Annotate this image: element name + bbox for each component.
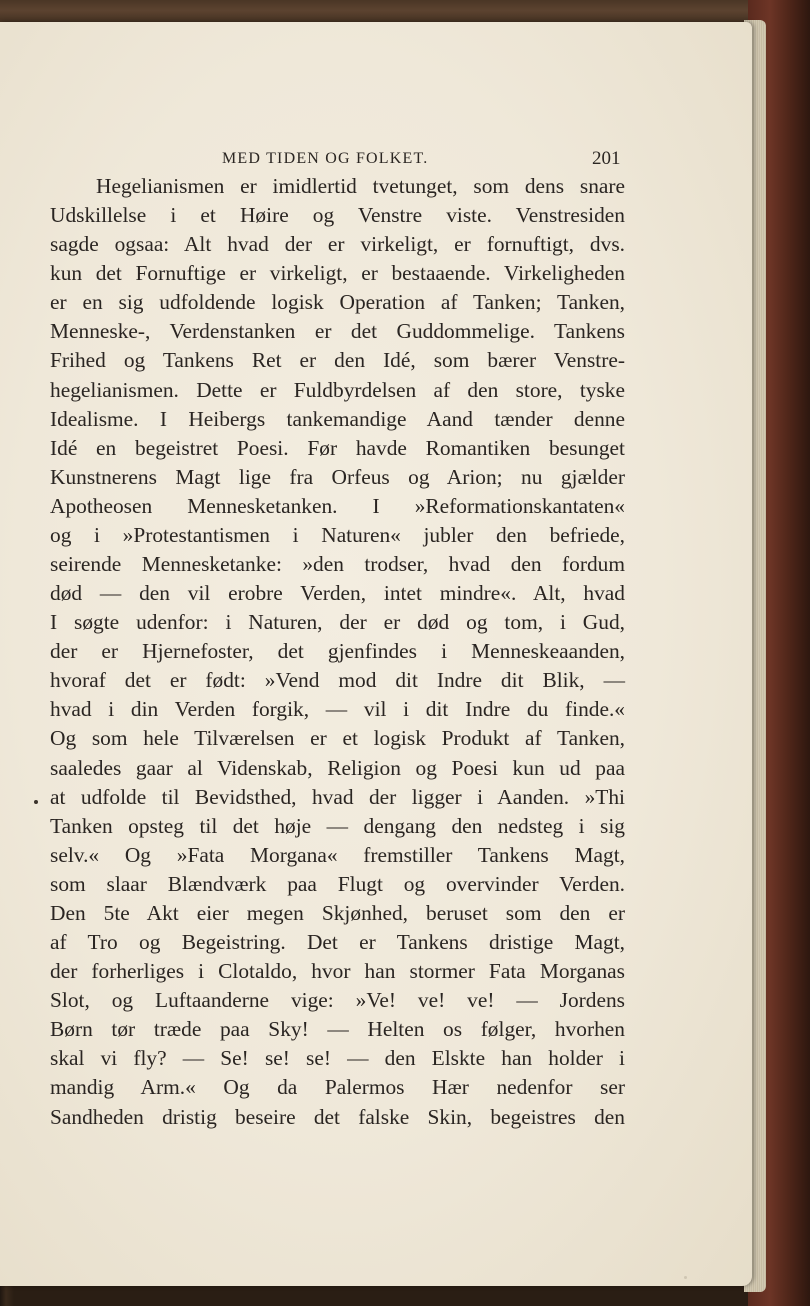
- text-line-content: hegelianismen. Dette er Fuldbyrdelsen af den store, tyske: [50, 377, 625, 402]
- text-line-content: kun det Fornuftige er virkeligt, er bestaaende. Virkeligheden: [50, 261, 625, 286]
- text-line: [50, 1073, 625, 1102]
- text-line-content: seirende Mennesketanke: »den trodser, hvad den fordum: [50, 552, 625, 577]
- text-line-content: at udfolde til Bevidsthed, hvad der ligger i Aanden. »Thi: [50, 784, 625, 809]
- text-line-content: selv.« Og »Fata Morgana« fremstiller Tankens Magt,: [50, 842, 625, 867]
- text-line-content: I søgte udenfor: i Naturen, der er død og tom, i Gud,: [50, 610, 625, 635]
- text-line: [50, 492, 625, 521]
- body-text: [50, 172, 625, 1132]
- text-line-content: Frihed og Tankens Ret er den Idé, som bærer Venstre-: [50, 348, 625, 373]
- text-line: [50, 317, 625, 346]
- text-line: [50, 376, 625, 405]
- text-line-content: der er Hjernefoster, det gjenfindes i Menneskeaanden,: [50, 639, 625, 664]
- text-line-content: hvad i din Verden forgik, — vil i dit Indre du finde.«: [50, 697, 625, 722]
- text-line-content: mandig Arm.« Og da Palermos Hær nedenfor ser: [50, 1075, 625, 1100]
- text-line: [50, 521, 625, 550]
- text-line: [50, 550, 625, 579]
- text-line-content: Udskillelse i et Høire og Venstre viste. Venstresiden: [50, 203, 625, 228]
- text-line-content: Menneske-, Verdenstanken er det Guddommelige. Tankens: [50, 319, 625, 344]
- text-line: [50, 754, 625, 783]
- text-line: [50, 579, 625, 608]
- text-line: [50, 957, 625, 986]
- text-line-content: Børn tør træde paa Sky! — Helten os følger, hvorhen: [50, 1017, 625, 1042]
- text-line-content: Kunstnerens Magt lige fra Orfeus og Arion; nu gjælder: [50, 464, 625, 489]
- text-line: [50, 870, 625, 899]
- text-line: [50, 1044, 625, 1073]
- text-line: [50, 695, 625, 724]
- ink-speck: [34, 800, 38, 804]
- text-line: [50, 172, 625, 201]
- text-line: [50, 346, 625, 375]
- text-line-content: er en sig udfoldende logisk Operation af Tanken; Tanken,: [50, 290, 625, 315]
- ink-speck: [684, 1276, 687, 1279]
- text-line: [50, 637, 625, 666]
- text-line: [50, 288, 625, 317]
- text-line: [50, 724, 625, 753]
- text-line: [50, 899, 625, 928]
- text-line: [50, 230, 625, 259]
- text-line-content: Slot, og Luftaanderne vige: »Ve! ve! ve! — Jordens: [50, 988, 625, 1013]
- running-title: MED TIDEN OG FOLKET.: [222, 150, 429, 167]
- text-line-content: Idealisme. I Heibergs tankemandige Aand tænder denne: [50, 406, 625, 431]
- text-line-content: Hegelianismen er imidlertid tvetunget, som dens snare: [96, 174, 625, 198]
- text-line: [50, 463, 625, 492]
- text-line-content: Apotheosen Mennesketanken. I »Reformationskantaten«: [50, 493, 625, 518]
- text-line: [50, 1015, 625, 1044]
- text-line-content: Tanken opsteg til det høje — dengang den nedsteg i sig: [50, 813, 625, 838]
- page-number: 201: [592, 148, 621, 169]
- text-line: [50, 841, 625, 870]
- text-line: [50, 608, 625, 637]
- text-line-content: som slaar Blændværk paa Flugt og overvinder Verden.: [50, 871, 625, 896]
- text-line: [50, 259, 625, 288]
- text-line: [50, 812, 625, 841]
- text-line: [50, 1103, 625, 1132]
- text-line: [50, 986, 625, 1015]
- text-line-content: Sandheden dristig beseire det falske Skin, begeistres den: [50, 1104, 625, 1129]
- text-line-content: Idé en begeistret Poesi. Før havde Romantiken besunget: [50, 435, 625, 460]
- text-line-content: Og som hele Tilværelsen er et logisk Produkt af Tanken,: [50, 726, 625, 751]
- text-line-content: hvoraf det er født: »Vend mod dit Indre dit Blik, —: [50, 668, 625, 693]
- text-line-content: Den 5te Akt eier megen Skjønhed, beruset som den er: [50, 900, 625, 925]
- text-line-content: af Tro og Begeistring. Det er Tankens dristige Magt,: [50, 930, 625, 955]
- text-line: [50, 666, 625, 695]
- text-line: [50, 405, 625, 434]
- text-line: [50, 928, 625, 957]
- text-line-content: der forherliges i Clotaldo, hvor han stormer Fata Morganas: [50, 959, 625, 984]
- text-line-content: saaledes gaar al Videnskab, Religion og Poesi kun ud paa: [50, 755, 625, 780]
- text-line: [50, 434, 625, 463]
- text-line: [50, 783, 625, 812]
- text-line-content: skal vi fly? — Se! se! se! — den Elskte han holder i: [50, 1046, 625, 1071]
- text-line-content: sagde ogsaa: Alt hvad der er virkeligt, er fornuftigt, dvs.: [50, 232, 625, 257]
- text-line-content: død — den vil erobre Verden, intet mindre«. Alt, hvad: [50, 581, 625, 606]
- text-line: [50, 201, 625, 230]
- text-line-content: og i »Protestantismen i Naturen« jubler den befriede,: [50, 522, 625, 547]
